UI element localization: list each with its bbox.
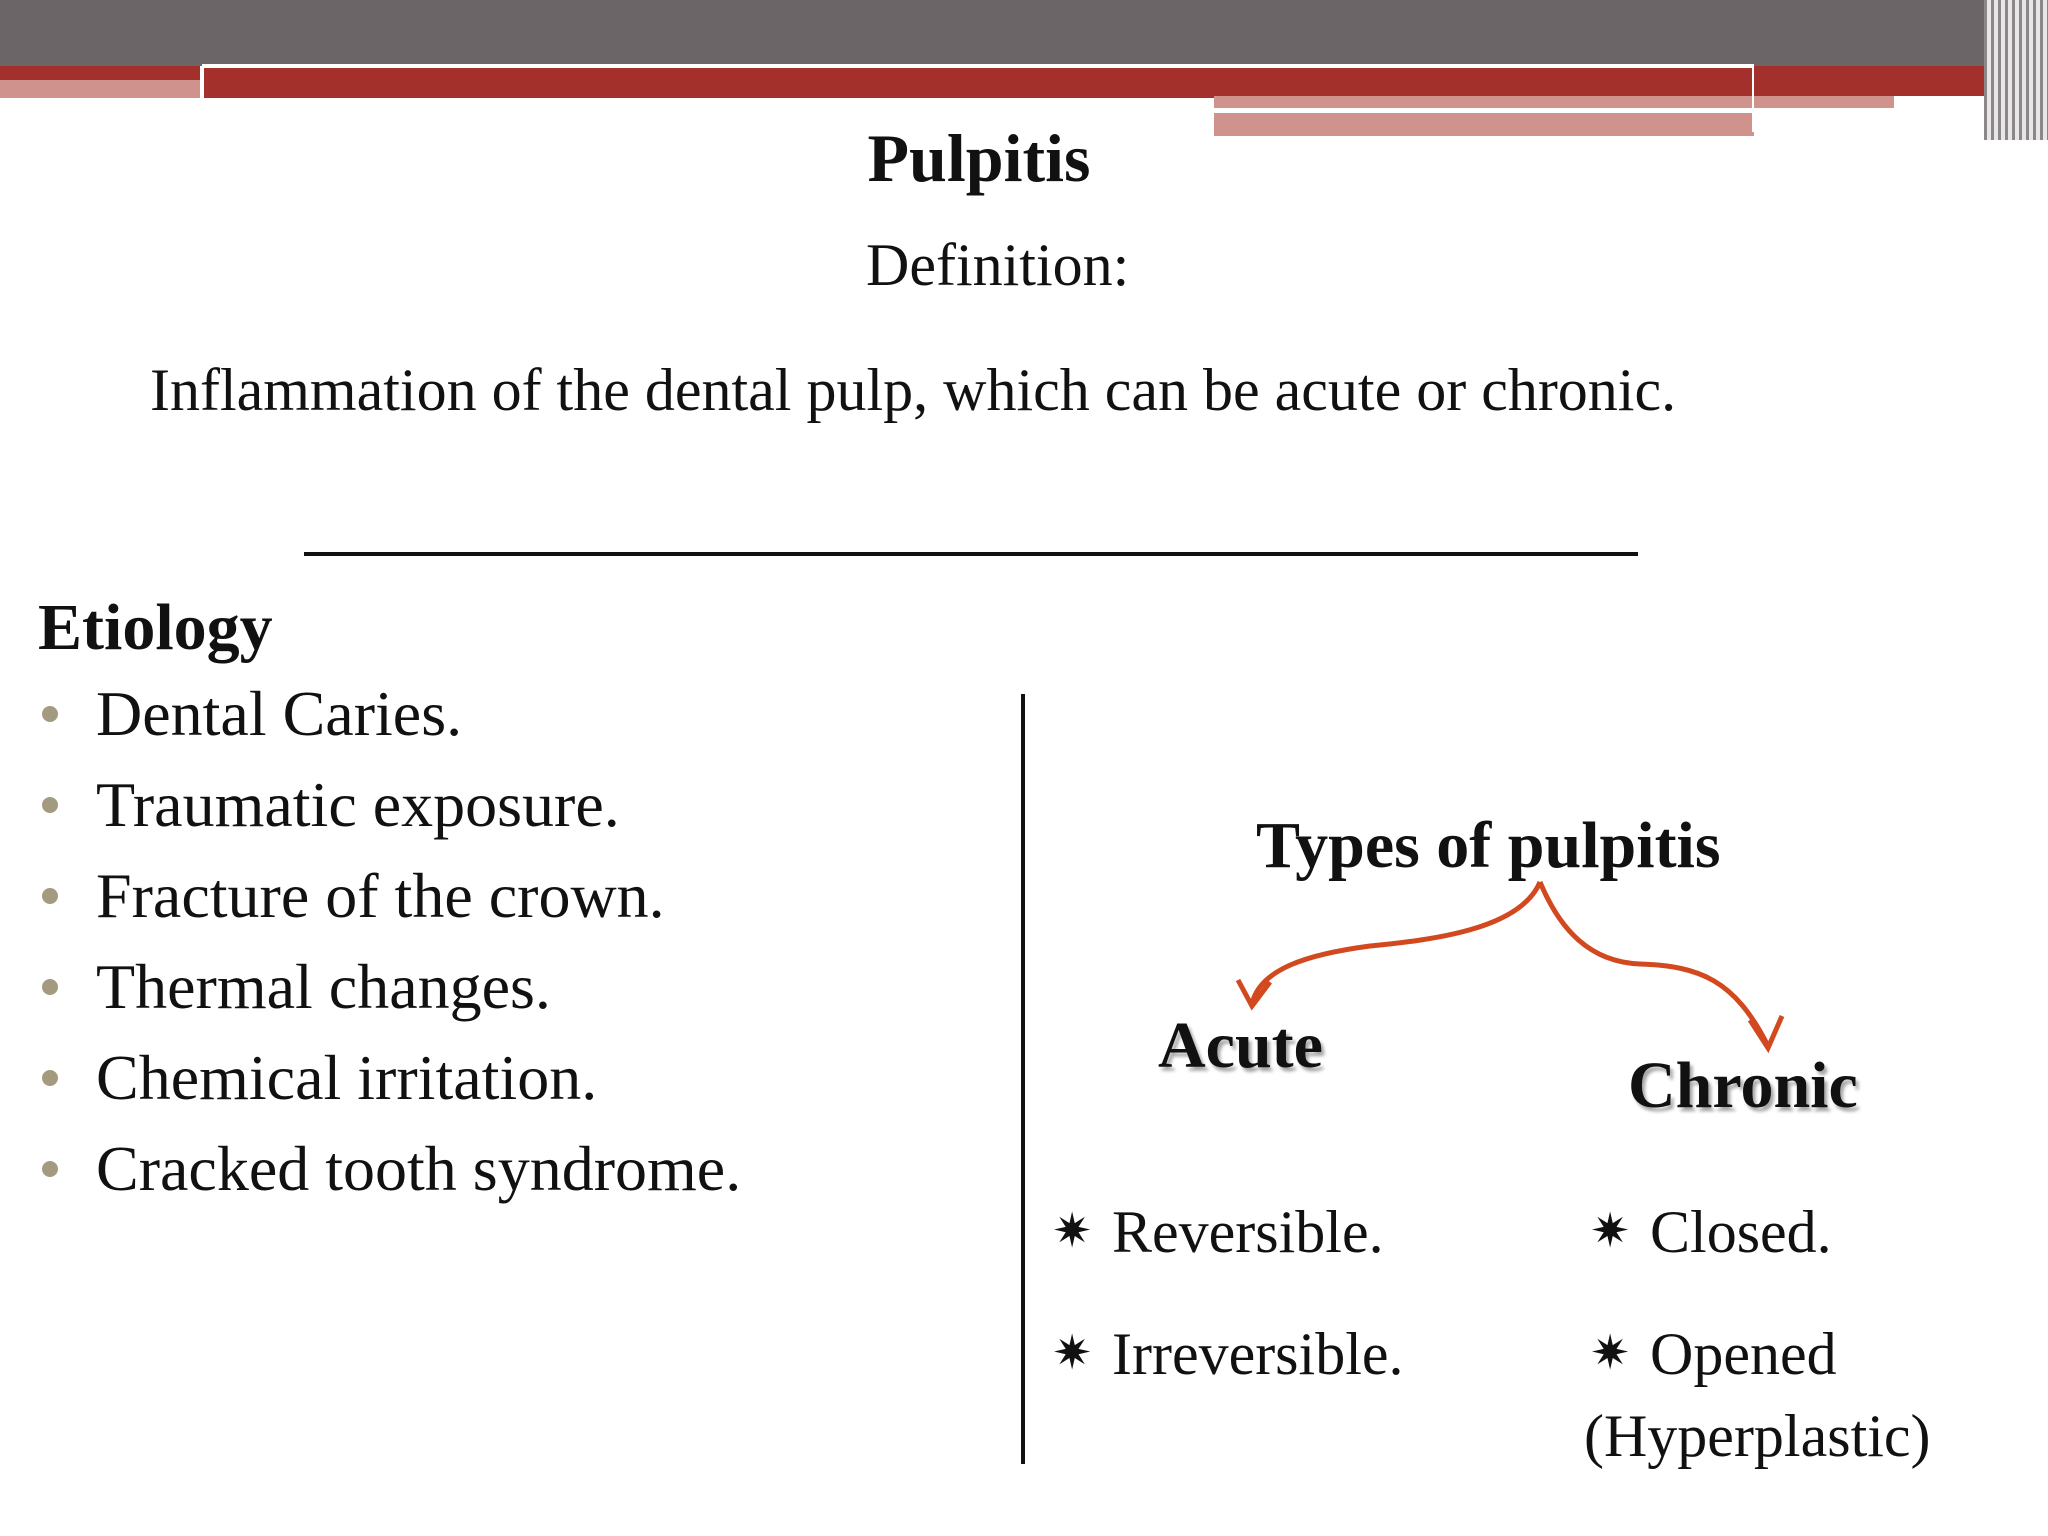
list-item [30, 856, 741, 947]
vertical-divider [1021, 694, 1025, 1464]
bullet-dot-icon [42, 1070, 58, 1086]
list-item [30, 674, 741, 765]
definition-text: Inflammation of the dental pulp, which can be acute or chronic. [150, 357, 1677, 423]
header-red-band-left [0, 66, 200, 80]
horizontal-divider [304, 552, 1638, 556]
header-red-band [204, 68, 1754, 98]
acute-item-text: Irreversible. [1112, 1321, 1404, 1387]
acute-item [1052, 1196, 1384, 1268]
bullet-dot-icon [42, 888, 58, 904]
header-gray-band [0, 0, 2048, 66]
definition-label: Definition: [866, 232, 1130, 298]
slide-title: Pulpitis [867, 120, 1091, 196]
header-red-band-right [1754, 66, 1984, 96]
star-bullet-icon: ✷ [1052, 1327, 1093, 1380]
acute-item-text: Reversible. [1112, 1199, 1384, 1265]
star-bullet-icon: ✷ [1590, 1205, 1631, 1258]
list-item [30, 765, 741, 856]
list-item [30, 947, 741, 1038]
list-item-text: Cracked tooth syndrome. [96, 1133, 742, 1204]
list-item-text: Thermal changes. [96, 951, 551, 1022]
bullet-dot-icon [42, 797, 58, 813]
list-item-text: Chemical irritation. [96, 1042, 598, 1113]
etiology-list [30, 674, 741, 1220]
header-pink-band-left [0, 80, 200, 98]
chronic-item-text: Opened [1650, 1321, 1837, 1387]
header-pink-band-right [1754, 96, 1894, 108]
star-bullet-icon: ✷ [1590, 1327, 1631, 1380]
header-frame-line [202, 64, 1754, 66]
chronic-item [1590, 1318, 1837, 1390]
acute-item [1052, 1318, 1404, 1390]
list-item [30, 1129, 741, 1220]
list-item-text: Traumatic exposure. [96, 769, 620, 840]
chronic-label: Chronic [1628, 1049, 1858, 1122]
arrow-to-chronic [1540, 882, 1768, 1046]
chronic-item-continuation: (Hyperplastic) [1584, 1403, 1931, 1469]
types-heading: Types of pulpitis [1256, 809, 1721, 882]
bullet-dot-icon [42, 706, 58, 722]
bullet-dot-icon [42, 1161, 58, 1177]
header-white-strip [1214, 108, 1894, 113]
star-bullet-icon: ✷ [1052, 1205, 1093, 1258]
arrow-to-acute [1252, 882, 1540, 1004]
header-stripes [1984, 0, 2048, 140]
bullet-dot-icon [42, 979, 58, 995]
list-item-text: Dental Caries. [96, 678, 463, 749]
chronic-item [1590, 1196, 1832, 1268]
header-frame-line-left [202, 64, 204, 100]
etiology-heading: Etiology [38, 591, 273, 664]
acute-label: Acute [1158, 1009, 1323, 1082]
list-item [30, 1038, 741, 1129]
chronic-item-text: Closed. [1650, 1199, 1832, 1265]
list-item-text: Fracture of the crown. [96, 860, 665, 931]
